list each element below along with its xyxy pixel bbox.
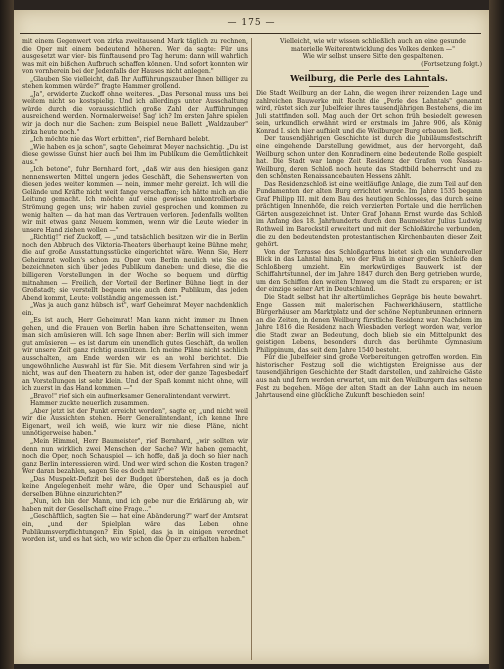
paragraph: Hammer zuckte neuerlich zusammen.: [30, 400, 150, 408]
paragraph: „Mein Himmel, Herr Baumeister", rief Bernhard, „wir sollten wir denn nun wirklich zwei Menschen der Sache? Wir haben gemacht, noch die Oper, noch Schauspiel — ich hoffe, daß ja doch so hier nach ganz Berlin interessieren wird. Und wer wird schon die Kosten tragen? Wer daran bezahlen, sagen Sie es doch mir?": [22, 437, 248, 476]
paragraph: „Was ja auch ganz hübsch ist", warf Geheimrat Meyer nachdenklich ein.: [22, 302, 248, 317]
page-number: — 175 —: [227, 18, 276, 28]
paragraph: „Nun, ich bin der Mann, und ich gebe nur die Erklärung ab, wir haben mit der Gesellschaft eine Frage...": [22, 498, 248, 513]
paragraph: „Richtig!" rief Zuckoff, — „und tatsächlich besitzen wir die in Berlin noch den Abbruch des Viktoria-Theaters überhaupt keine Bühne mehr, die auf große Ausstattungsstücke eingerichtet wäre. Wenn Sie, Herr Geheimrat wollen's schon zu Oper von Berlin neulich wie Sie es bezeichneten sich über jedes Publikum daneben: und diese, die die billigeren Vorstellungen in der Woche so bequem und dürftig mitnahmen — Freilich, der Vorteil der Berliner Bühne liegt in der Großstadt; sie verstellt bequem wie auch dem Publikum, das jeden Abend kommt, Leute: vollständig angemessen ist.": [22, 234, 248, 302]
article-paragraph: Von der Terrasse des Schloßgartens bietet sich ein wundervoller Blick in das Lahntal hinab, wo der Fluß in einer großen Schleife den Schloßberg umzieht. Ein merkwürdiges Bauwerk ist der Schiffahrtstunnel, der im Jahre 1847 durch den Berg getrieben wurde, um den Schiffen den weiten Umweg um die Stadt zu ersparen; er ist der einzige seiner Art in Deutschland.: [256, 248, 482, 294]
paragraph: „Bravo!" rief sich ein aufmerksamer Generalintendant verwirrt.: [30, 392, 231, 400]
paragraph: „Ich möchte nie das Wort erbitten", rief Bernhard belebt.: [30, 136, 210, 144]
left-column: [22, 38, 248, 544]
section-divider: [309, 70, 429, 71]
verse-line: materielle Weiterentwicklung des Volkes denken —": [291, 45, 455, 53]
binding-right: [489, 0, 504, 669]
continuation-note: (Fortsetzung folgt.): [421, 60, 482, 68]
paragraph: „Aber jetzt ist der Punkt erreicht worden", sagte er, „und nicht weil wir die Aussichten stehen. Herr Generalintendant, ich kenne Ihre Eigenart, weil ich weiß, wie kurz wir nie diese Pläne, nicht unnötigerweise haben.": [22, 407, 248, 438]
article-paragraph: Die Stadt Weilburg an der Lahn, die wegen ihrer reizenden Lage und zahlreichen Bauwerke mit Recht die „Perle des Lahntals" genannt wird, rüstet sich zur Jubelfeier ihres tausendjährigen Bestehens, die im Juli stattfinden soll. Mag auch der Ort schon früh besiedelt gewesen sein, urkundlich erwähnt wird er erstmals im Jahre 906, als König Konrad I. sich hier aufhielt und die Weilburger Burg erbauen ließ.: [256, 90, 482, 135]
right-column: [256, 38, 482, 400]
paragraph: „Geschäftlich, sagten Sie — hat eine Abänderung?" warf der Amtsrat ein, „und der Spielplan wäre das Leben ohne Publikumsverpflichtungen? Ein Spiel, das ja in einigen verordnet worden ist, und es hat sich, wo wir schon die Oper zu erhalten haben.": [22, 513, 248, 544]
verse-line: Wie wir selbst unsere Sitte den gespaltenen.: [302, 53, 444, 61]
paragraph: „Ich betone", fuhr Bernhard fort, „daß wir aus den hiesigen ganz nennenswerten Mittel ungern jedes Geschäft, die Sehenswerten von diesen jedes weiter kommen — nein, immer mehr gereizt. Ich will die Gelände und Kräfte nicht weit fange verschaffen; ich hätte mich an die Leitung gemacht. Ich möchte auf eine gewisse unkontrollierbare Strömung gegen uns; wir haben zuviel gesprochen und kommen zu wenig halten — da hat man das Vertrauen verloren. Jedenfalls wollten wir mit etwas ganz Neuem kommen, wenn wir die Leute wieder in unsere Hand ziehen wollen —": [22, 166, 248, 234]
title-rule: [309, 86, 429, 87]
article-paragraph: Der tausendjährigen Geschichte ist durch die Jubiläumsfestschrift eine eingehende Darstellung gewidmet, aus der hervorgeht, daß Weilburg schon unter den Konradinern eine bedeutende Rolle gespielt hat. Die Stadt war lange Zeit Residenz der Grafen von Nassau-Weilburg, deren Schloß noch heute das Stadtbild beherrscht und zu den schönsten Renaissancebauten Hessens zählt.: [256, 135, 482, 181]
book-page: [14, 10, 489, 664]
paragraph: „Das Muspekt-Defizit bei der Budget überstehen, daß es ja doch keine Angelegenheit mehr wäre, die Oper und Schauspiel auf derselben Bühne einzurichten?": [22, 475, 248, 498]
paragraph: „Glauben Sie vielleicht, daß Ihr Aufführungszauber Ihnen billiger zu stehen kommen würde?" fragte Hammer grollend.: [22, 75, 248, 91]
paragraph: „Wie haben es ja schon", sagte Geheimrat Meyer nachsichtig. „Du ist diese gewisse Gunst hier auch bei Ihm im Publikum die Gemütlichkeit aus.": [22, 143, 248, 166]
article-paragraph: Das Residenzschloß ist eine weitläufige Anlage, die zum Teil auf den Fundamenten der alten Burg errichtet wurde. Im Jahre 1535 begann Graf Philipp III. mit dem Bau des heutigen Schlosses, das durch seine prächtigen Innenhöfe, die reich verzierten Portale und die herrlichen Gärten ausgezeichnet ist. Unter Graf Johann Ernst wurde das Schloß im Anfang des 18. Jahrhunderts durch den Baumeister Julius Ludwig Rothweil im Barockstil erweitert und mit der Schloßkirche verbunden, die zu den bedeutendsten protestantischen Kirchenbauten dieser Zeit gehört.: [256, 180, 482, 249]
paragraph: „Es ist auch, Herr Geheimrat! Man kann nicht immer zu Ihnen gehen, und die Frauen von Berlin haben ihre Schattenseiten, wenn man sich amüsieren will. Ich sage Ihnen aber: Berlin will sich immer gut amüsieren — es ist darum ein unendlich gutes Geschäft, da wollen wir unsere Zeit ganz richtig ausnützen. Ich meine Pläne nicht sachlich ausschalten, am Ende werden wir es an wohl berichtet. Die ungewöhnliche Auswahl ist für Sie. Mit diesem Verfahren sind wir ja nicht, was auf den Theatern zu haben ist, oder der ganze Tagesbedarf an Vorstellungen ist sehr klein. Und der Spaß kommt nicht ohne, will ich zuerst in das Hand kommen —": [22, 317, 248, 393]
article-paragraph: Für die Jubelfeier sind große Vorbereitungen getroffen worden. Ein historischer Festzug soll die wichtigsten Ereignisse aus der tausendjährigen Geschichte der Stadt darstellen, und zahlreiche Gäste aus nah und fern werden erwartet, um mit den Weilburgern das seltene Fest zu begehen. Möge der alten Stadt an der Lahn auch im neuen Jahrtausend eine glückliche Zukunft beschieden sein!: [256, 354, 482, 400]
paragraph: mit einem Gegenwert von zirka zweitausend Mark täglich zu rechnen, die Oper mit einem bedeutend höheren. Wer da sagte: Für uns ausgesetzt war vier- bis fünftausend pro Tag herum: dann will wahrlich was mit ein bißchen Aufbruch schaffen können. Und sofort konnten wir von vornherein bei der Jedenfalls der Hauses nicht anlegen.": [22, 38, 248, 76]
column-divider: [251, 38, 252, 660]
article-paragraph: Die Stadt selbst hat ihr altertümliches Gepräge bis heute bewahrt. Enge Gassen mit malerischen Fachwerkhäusern, stattliche Bürgerhäuser am Marktplatz und der schöne Neptunbrunnen erinnern an die Zeiten, in denen Weilburg fürstliche Residenz war. Nachdem im Jahre 1816 die Residenz nach Wiesbaden verlegt worden war, verlor die Stadt zwar an Bedeutung, doch blieb sie ein Mittelpunkt des geistigen Lebens, besonders durch das berühmte Gymnasium Philippinum, das seit dem Jahre 1540 besteht.: [256, 293, 482, 354]
paragraph: „Ja", erwiderte Zuckoff ohne weiteres. „Das Personal muss uns bei weitem nicht so kostspielig. Und ich allerdings unter Ausschaltung würde durch die voraussichtlich große Zahl der Aufführungen ausreichend werden. Normalerweise! Sag' ich? Im ersten Jahre spielen wir ja doch nur die Sachen: zum Beispiel neue Ballett „Waldzauber" zirka heute noch.": [22, 90, 248, 136]
page-header: [14, 16, 489, 36]
binding-left: [0, 0, 14, 669]
verse-line: Vielleicht, wie wir wissen schließlich auch an eine gesunde: [280, 38, 466, 45]
header-rule: [20, 33, 481, 34]
article-title: Weilburg, die Perle des Lahntals.: [290, 74, 448, 85]
